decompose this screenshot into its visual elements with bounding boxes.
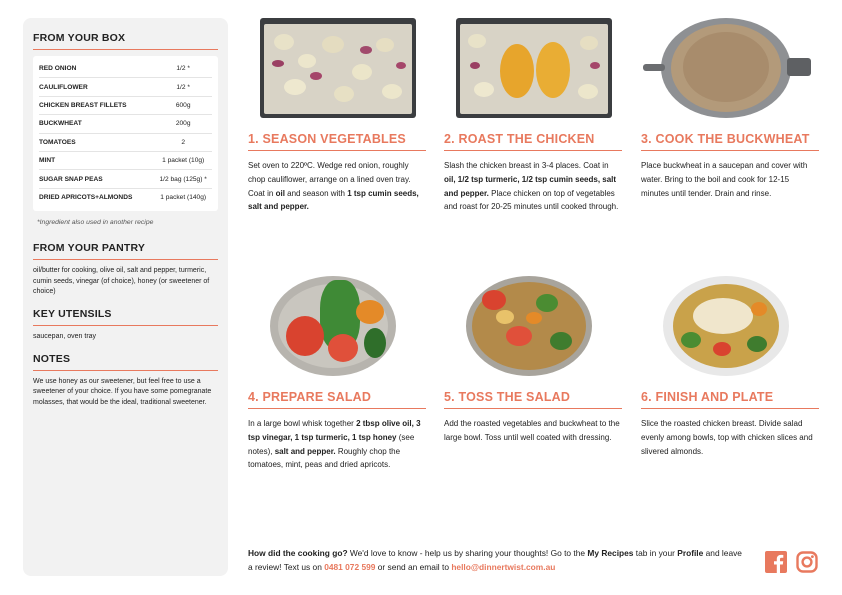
step-5-title: 5. TOSS THE SALAD	[444, 390, 622, 409]
step-1	[248, 18, 426, 214]
text-run: oil	[275, 188, 285, 198]
contact-detail[interactable]: 0481 072 599	[324, 562, 376, 572]
ingredient-quantity: 2	[181, 138, 185, 146]
text-run: oil, 1/2 tsp turmeric, 1/2 tsp cumin seeds, salt and pepper.	[444, 174, 617, 198]
step-4-body	[248, 417, 426, 472]
ingredient-name: MINT	[39, 157, 56, 165]
box-ingredient-row	[39, 189, 212, 207]
step-1-photo	[248, 18, 426, 118]
ingredient-name: BUCKWHEAT	[39, 120, 82, 128]
facebook-icon[interactable]	[765, 551, 787, 573]
ingredient-name: TOMATOES	[39, 138, 76, 146]
utensils-text: saucepan, oven tray	[33, 332, 97, 340]
ingredient-quantity: 1 packet (140g)	[160, 194, 207, 202]
box-ingredient-row	[39, 115, 212, 133]
step-1-title: 1. SEASON VEGETABLES	[248, 132, 426, 151]
text-run: Slash the chicken breast in 3-4 places. Coat in	[444, 161, 609, 170]
ingredient-name: SUGAR SNAP PEAS	[39, 175, 103, 183]
text-run: and leave a review! Text us on	[248, 548, 742, 572]
step-4	[248, 276, 426, 472]
step-2-photo	[444, 18, 622, 118]
ingredient-quantity: 600g	[175, 101, 191, 109]
step-1-body	[248, 159, 426, 214]
text-run: Slice the roasted chicken breast. Divide salad evenly among bowls, top with chicken slices and slivered almonds.	[641, 419, 813, 456]
ingredient-name: CAULIFLOWER	[39, 83, 88, 91]
step-6-photo	[641, 276, 819, 376]
box-heading: FROM YOUR BOX	[33, 32, 218, 50]
box-ingredient-row	[39, 152, 212, 170]
step-6-body	[641, 417, 819, 458]
ingredient-name: DRIED APRICOTS+ALMONDS	[39, 194, 133, 202]
ingredients-sidebar	[23, 18, 228, 576]
step-3	[641, 18, 819, 200]
step-3-body	[641, 159, 819, 200]
text-run: In a large bowl whisk together	[248, 419, 357, 428]
step-3-photo	[641, 18, 819, 118]
tossed-salad-image	[466, 276, 592, 376]
ingredient-quantity: 1/2 *	[176, 65, 190, 73]
box-ingredient-row	[39, 170, 212, 188]
text-run: Set oven to 220ºC. Wedge red onion, roughly chop cauliflower, arrange on a lined oven tray. Coat in	[248, 161, 411, 198]
step-4-title: 4. PREPARE SALAD	[248, 390, 426, 409]
box-ingredient-row	[39, 60, 212, 78]
oven-tray-image	[260, 18, 416, 118]
text-run: or send an email to	[375, 562, 452, 572]
ingredient-quantity: 200g	[175, 120, 191, 128]
ingredient-name: CHICKEN BREAST FILLETS	[39, 101, 127, 109]
text-run: Place buckwheat in a saucepan and cover with water. Bring to the boil and cook for 12-15 minutes until tender. Drain and rinse.	[641, 161, 808, 198]
box-ingredient-row	[39, 134, 212, 152]
step-5	[444, 276, 622, 445]
text-run: Roughly chop the tomatoes, mint, peas and dried apricots.	[248, 446, 401, 470]
salad-bowl-image	[270, 276, 396, 376]
instagram-icon[interactable]	[796, 551, 818, 573]
ingredient-quantity: 1/2 bag (125g) *	[159, 175, 207, 183]
step-6	[641, 276, 819, 458]
box-ingredient-row	[39, 78, 212, 96]
step-6-title: 6. FINISH AND PLATE	[641, 390, 819, 409]
utensils-heading: KEY UTENSILS	[33, 308, 218, 326]
saucepan-image	[661, 18, 791, 118]
text-run: How did the cooking go?	[248, 548, 348, 558]
text-run: 2 tbsp olive oil, 3 tsp vinegar, 1 tsp turmeric, 1 tsp honey	[248, 419, 421, 442]
step-5-body	[444, 417, 622, 445]
feedback-footer	[248, 546, 748, 574]
step-2-body	[444, 159, 622, 214]
text-run: (see notes),	[248, 432, 415, 456]
text-run: and season with	[284, 188, 348, 198]
box-ingredients-table	[33, 56, 218, 211]
step-2	[444, 18, 622, 214]
step-2-title: 2. ROAST THE CHICKEN	[444, 132, 622, 151]
text-run: tab in your	[633, 548, 678, 558]
text-run: My Recipes	[587, 548, 634, 558]
ingredient-quantity: 1/2 *	[176, 83, 190, 91]
ingredient-quantity: 1 packet (10g)	[162, 157, 205, 165]
text-run: Place chicken on top of vegetables and roast for 20-25 minutes until cooked through.	[444, 188, 619, 212]
notes-heading: NOTES	[33, 353, 218, 371]
contact-detail[interactable]: hello@dinnertwist.com.au	[451, 562, 556, 572]
pantry-heading: FROM YOUR PANTRY	[33, 242, 218, 260]
step-4-photo	[248, 276, 426, 376]
text-run: Profile	[677, 548, 704, 558]
oven-tray-chicken-image	[456, 18, 612, 118]
pantry-text: oil/butter for cooking, olive oil, salt and pepper, turmeric, cumin seeds, vinegar (of choice), honey (or sweetener of choice)	[33, 267, 210, 296]
notes-text: We use honey as our sweetener, but feel free to use a sweetener of your choice. If you have some pomegranate molasses, that would be the ideal, traditional sweetener.	[33, 377, 212, 406]
text-run: 1 tsp cumin seeds, salt and pepper.	[248, 188, 419, 212]
box-ingredient-row	[39, 97, 212, 115]
step-3-title: 3. COOK THE BUCKWHEAT	[641, 132, 819, 151]
ingredient-footnote: *Ingredient also used in another recipe	[37, 219, 154, 227]
plated-dish-image	[663, 276, 789, 376]
ingredient-name: RED ONION	[39, 65, 77, 73]
text-run: We'd love to know - help us by sharing your thoughts! Go to the	[347, 548, 588, 558]
text-run: salt and pepper.	[274, 446, 336, 456]
text-run: Add the roasted vegetables and buckwheat to the large bowl. Toss until well coated with dressing.	[444, 419, 620, 442]
step-5-photo	[444, 276, 622, 376]
